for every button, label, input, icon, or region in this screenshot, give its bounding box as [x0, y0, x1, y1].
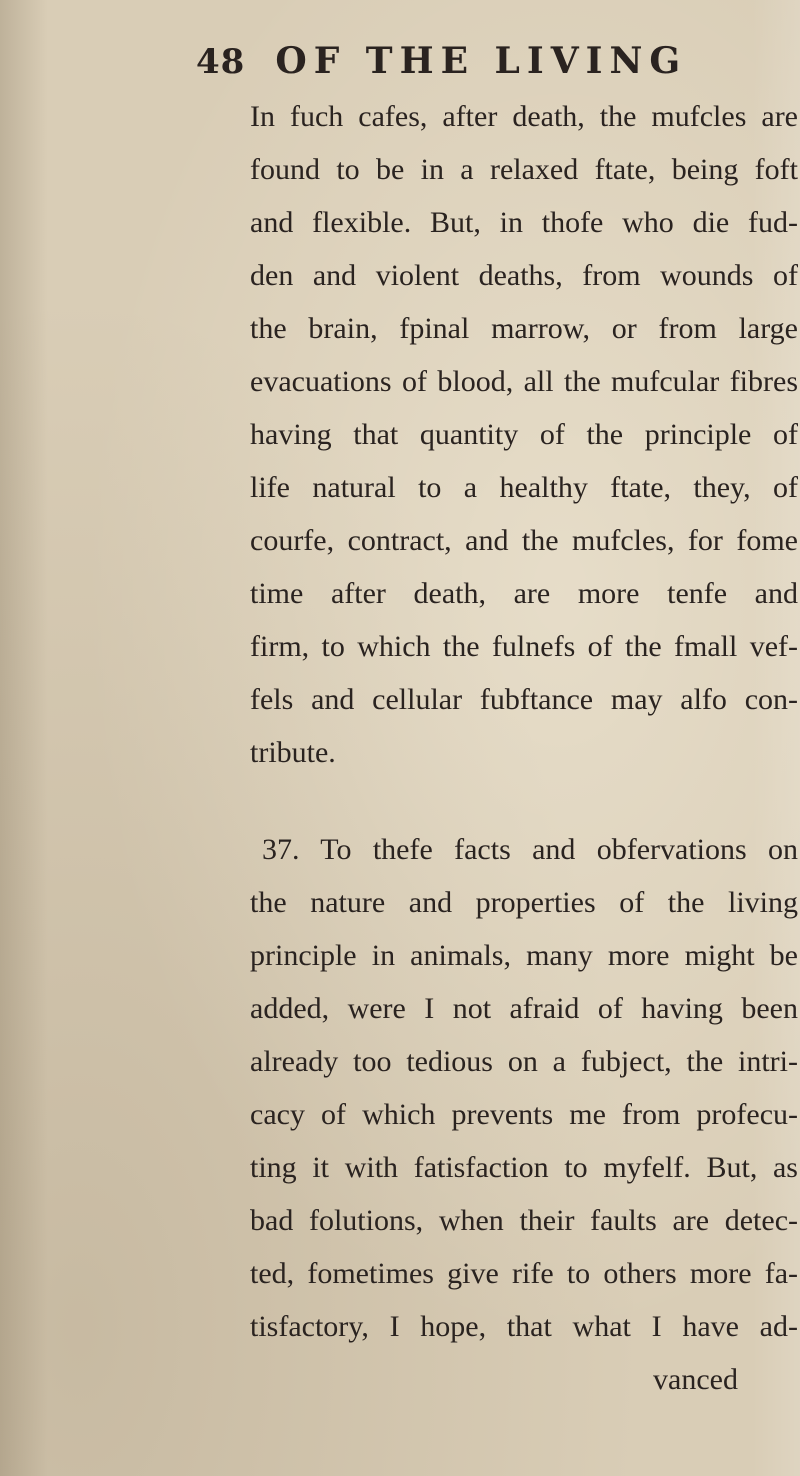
running-head: [196, 40, 716, 96]
text-line: den and violent deaths, from wounds of: [250, 259, 798, 292]
text-line: and flexible. But, in thofe who die fud-: [250, 206, 798, 239]
text-line: ting it with fatisfaction to myfelf. But, as: [250, 1151, 798, 1184]
text-line: 37. To thefe facts and obfervations on: [262, 833, 798, 866]
text-line: the brain, fpinal marrow, or from large: [250, 312, 798, 345]
text-line: having that quantity of the principle of: [250, 418, 798, 451]
text-line: evacuations of blood, all the mufcular fibres: [250, 365, 798, 398]
text-line: time after death, are more tenfe and: [250, 577, 798, 610]
text-line: tisfactory, I hope, that what I have ad-: [250, 1310, 798, 1343]
text-line: tribute.: [250, 736, 336, 769]
text-line: found to be in a relaxed ftate, being foft: [250, 153, 798, 186]
text-line: ted, fometimes give rife to others more fa-: [250, 1257, 798, 1290]
text-line: fels and cellular fubftance may alfo con-: [250, 683, 798, 716]
body-text: [250, 90, 798, 1406]
text-line: bad folutions, when their faults are detec-: [250, 1204, 798, 1237]
paragraph-spacer: [250, 779, 798, 823]
catchword: vanced: [653, 1363, 738, 1396]
page-number: 48: [196, 42, 246, 82]
text-line: already too tedious on a fubject, the intri-: [250, 1045, 798, 1078]
running-title: OF THE LIVING: [275, 40, 688, 82]
text-line: firm, to which the fulnefs of the fmall vef-: [250, 630, 798, 663]
text-line: principle in animals, many more might be: [250, 939, 798, 972]
text-line: courfe, contract, and the mufcles, for fome: [250, 524, 798, 557]
text-line: In fuch cafes, after death, the mufcles are: [250, 100, 798, 133]
text-line: life natural to a healthy ftate, they, of: [250, 471, 798, 504]
text-line: the nature and properties of the living: [250, 886, 798, 919]
text-line: added, were I not afraid of having been: [250, 992, 798, 1025]
text-line: cacy of which prevents me from profecu-: [250, 1098, 798, 1131]
paragraph-1: [250, 90, 798, 779]
paragraph-2: [250, 823, 798, 1406]
